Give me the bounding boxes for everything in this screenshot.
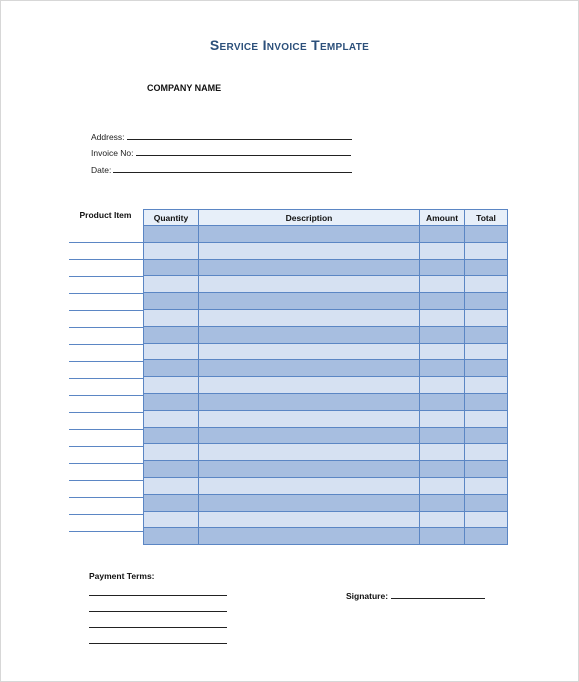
product-item-cell[interactable]	[69, 515, 143, 532]
total-cell[interactable]	[465, 259, 508, 276]
total-cell[interactable]	[465, 360, 508, 377]
total-cell[interactable]	[465, 461, 508, 478]
description-cell[interactable]	[199, 393, 420, 410]
amount-cell[interactable]	[420, 461, 465, 478]
invoice-no-field	[91, 147, 351, 158]
product-item-cell[interactable]	[69, 498, 143, 515]
amount-header: Amount	[420, 210, 465, 226]
product-item-cell[interactable]	[69, 464, 143, 481]
quantity-cell[interactable]	[144, 293, 199, 310]
quantity-cell[interactable]	[144, 276, 199, 293]
product-item-cell[interactable]	[69, 260, 143, 277]
quantity-cell[interactable]	[144, 410, 199, 427]
quantity-cell[interactable]	[144, 309, 199, 326]
amount-cell[interactable]	[420, 410, 465, 427]
description-cell[interactable]	[199, 427, 420, 444]
amount-cell[interactable]	[420, 494, 465, 511]
product-item-cell[interactable]	[69, 362, 143, 379]
signature-field	[346, 590, 485, 601]
payment-terms-line[interactable]	[89, 643, 227, 644]
product-item-cell[interactable]	[69, 379, 143, 396]
product-item-cell[interactable]	[69, 277, 143, 294]
page-title: Service Invoice Template	[209, 37, 370, 53]
quantity-cell[interactable]	[144, 477, 199, 494]
amount-cell[interactable]	[420, 528, 465, 545]
table-header-row	[144, 210, 508, 226]
total-cell[interactable]	[465, 226, 508, 243]
description-cell[interactable]	[199, 494, 420, 511]
description-cell[interactable]	[199, 242, 420, 259]
invoice-no-label: Invoice No:	[91, 148, 134, 158]
amount-cell[interactable]	[420, 393, 465, 410]
payment-terms-line[interactable]	[89, 611, 227, 612]
invoice-no-input-line[interactable]	[136, 147, 351, 156]
quantity-cell[interactable]	[144, 427, 199, 444]
total-cell[interactable]	[465, 343, 508, 360]
amount-cell[interactable]	[420, 259, 465, 276]
address-field	[91, 131, 352, 142]
description-cell[interactable]	[199, 410, 420, 427]
product-item-cell[interactable]	[69, 396, 143, 413]
description-cell[interactable]	[199, 293, 420, 310]
product-item-cell[interactable]	[69, 226, 143, 243]
table-row	[144, 242, 508, 259]
product-item-column	[69, 226, 143, 532]
quantity-cell[interactable]	[144, 377, 199, 394]
amount-cell[interactable]	[420, 293, 465, 310]
amount-cell[interactable]	[420, 444, 465, 461]
product-item-cell[interactable]	[69, 294, 143, 311]
quantity-cell[interactable]	[144, 444, 199, 461]
amount-cell[interactable]	[420, 226, 465, 243]
product-item-cell[interactable]	[69, 447, 143, 464]
product-item-cell[interactable]	[69, 413, 143, 430]
table-body	[144, 226, 508, 545]
description-cell[interactable]	[199, 276, 420, 293]
quantity-cell[interactable]	[144, 242, 199, 259]
date-input-line[interactable]	[113, 164, 352, 173]
quantity-cell[interactable]	[144, 461, 199, 478]
company-name: COMPANY NAME	[147, 83, 222, 93]
product-item-header: Product Item	[79, 210, 132, 220]
total-cell[interactable]	[465, 444, 508, 461]
total-cell[interactable]	[465, 410, 508, 427]
total-cell[interactable]	[465, 427, 508, 444]
product-item-cell[interactable]	[69, 481, 143, 498]
amount-cell[interactable]	[420, 309, 465, 326]
date-field	[91, 164, 352, 175]
amount-cell[interactable]	[420, 242, 465, 259]
description-cell[interactable]	[199, 360, 420, 377]
table-row	[144, 427, 508, 444]
total-header: Total	[465, 210, 508, 226]
address-input-line[interactable]	[127, 131, 352, 140]
table-row	[144, 293, 508, 310]
quantity-cell[interactable]	[144, 393, 199, 410]
amount-cell[interactable]	[420, 343, 465, 360]
table-row	[144, 360, 508, 377]
total-cell[interactable]	[465, 326, 508, 343]
description-cell[interactable]	[199, 343, 420, 360]
description-cell[interactable]	[199, 511, 420, 528]
payment-terms-line[interactable]	[89, 595, 227, 596]
product-item-cell[interactable]	[69, 311, 143, 328]
table-row	[144, 528, 508, 545]
payment-terms-line[interactable]	[89, 627, 227, 628]
description-header: Description	[199, 210, 420, 226]
quantity-cell[interactable]	[144, 326, 199, 343]
table-row	[144, 393, 508, 410]
table-row	[144, 461, 508, 478]
invoice-items-table	[143, 209, 508, 545]
table-row	[144, 477, 508, 494]
description-cell[interactable]	[199, 444, 420, 461]
description-cell[interactable]	[199, 326, 420, 343]
product-item-cell[interactable]	[69, 345, 143, 362]
description-cell[interactable]	[199, 477, 420, 494]
payment-terms-label: Payment Terms:	[89, 571, 155, 581]
table-row	[144, 226, 508, 243]
address-label: Address:	[91, 132, 125, 142]
table-row	[144, 377, 508, 394]
product-item-cell[interactable]	[69, 243, 143, 260]
table-row	[144, 343, 508, 360]
signature-label: Signature:	[346, 591, 389, 601]
table-row	[144, 494, 508, 511]
amount-cell[interactable]	[420, 360, 465, 377]
total-cell[interactable]	[465, 377, 508, 394]
table-row	[144, 326, 508, 343]
total-cell[interactable]	[465, 393, 508, 410]
quantity-cell[interactable]	[144, 511, 199, 528]
date-label: Date:	[91, 165, 112, 175]
amount-cell[interactable]	[420, 326, 465, 343]
quantity-cell[interactable]	[144, 259, 199, 276]
amount-cell[interactable]	[420, 511, 465, 528]
table-row	[144, 410, 508, 427]
quantity-cell[interactable]	[144, 343, 199, 360]
total-cell[interactable]	[465, 242, 508, 259]
total-cell[interactable]	[465, 494, 508, 511]
total-cell[interactable]	[465, 477, 508, 494]
product-item-cell[interactable]	[69, 430, 143, 447]
table-row	[144, 259, 508, 276]
description-cell[interactable]	[199, 226, 420, 243]
quantity-cell[interactable]	[144, 360, 199, 377]
table-row	[144, 309, 508, 326]
amount-cell[interactable]	[420, 477, 465, 494]
amount-cell[interactable]	[420, 427, 465, 444]
description-cell[interactable]	[199, 259, 420, 276]
amount-cell[interactable]	[420, 276, 465, 293]
total-cell[interactable]	[465, 293, 508, 310]
quantity-cell[interactable]	[144, 494, 199, 511]
quantity-header: Quantity	[144, 210, 199, 226]
description-cell[interactable]	[199, 461, 420, 478]
total-cell[interactable]	[465, 309, 508, 326]
table-row	[144, 276, 508, 293]
quantity-cell[interactable]	[144, 528, 199, 545]
amount-cell[interactable]	[420, 377, 465, 394]
description-cell[interactable]	[199, 309, 420, 326]
product-item-cell[interactable]	[69, 328, 143, 345]
signature-line[interactable]	[391, 590, 485, 599]
quantity-cell[interactable]	[144, 226, 199, 243]
table-row	[144, 444, 508, 461]
description-cell[interactable]	[199, 528, 420, 545]
total-cell[interactable]	[465, 276, 508, 293]
description-cell[interactable]	[199, 377, 420, 394]
table-row	[144, 511, 508, 528]
total-cell[interactable]	[465, 528, 508, 545]
total-cell[interactable]	[465, 511, 508, 528]
